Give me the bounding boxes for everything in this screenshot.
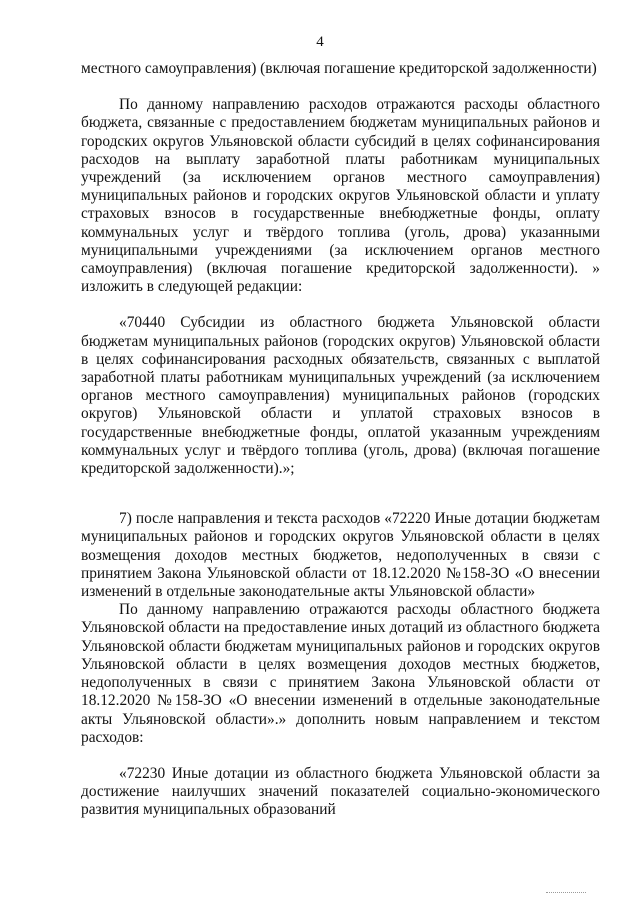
paragraph-continuation: местного самоуправления) (включая погашение кредиторской задолженности) — [81, 60, 597, 77]
paragraph-new-direction-72230: «72230 Иные дотации из областного бюджета Ульяновской области за достижение наилучших значений показателей социально-экономического развития муниципальных образований — [81, 764, 600, 819]
document-body — [81, 60, 600, 820]
paragraph-explanation: По данному направлению расходов отражаются расходы областного бюджета, связанные с предоставлением бюджетам муниципальных районов и городских округов Ульяновской области субсидий в целях софинансирования расходов на выплату заработной платы работникам муниципальных учреждений (за исключением органов местного самоуправления) муниципальных районов и городских округов Ульяновской области и уплату страховых взносов в государственные внебюджетные фонды, оплату коммунальных услуг и твёрдого топлива (уголь, дрова) указанными муниципальными учреждениями (за исключением органов местного самоуправления) (включая погашение кредиторской задолженности). » изложить в следующей редакции: — [81, 96, 600, 296]
paragraph-new-wording-70440: «70440 Субсидии из областного бюджета Ульяновской области бюджетам муниципальных районов (городских округов) Ульяновской области в целях софинансирования расходных обязательств, связанных с выплатой заработной платы работникам муниципальных учреждений (за исключением органов местного самоуправления) муниципальных районов (городских округов) Ульяновской области и уплатой страховых взносов в государственные внебюджетные фонды, оплатой указанным учреждениям коммунальных услуг и твёрдого топлива (уголь, дрова) (включая погашение кредиторской задолженности).»; — [81, 314, 600, 478]
page-number: 4 — [316, 34, 324, 50]
paragraph-item-7: 7) после направления и текста расходов «72220 Иные дотации бюджетам муниципальных районов и городских округов Ульяновской области в целях возмещения доходов местных бюджетов, недополученных в связи с принятием Закона Ульяновской области от 18.12.2020 №158-ЗО «О внесении изменений в отдельные законодательные акты Ульяновской области» — [81, 510, 600, 601]
scan-mark — [546, 892, 586, 895]
paragraph-explanation-72220: По данному направлению отражаются расходы областного бюджета Ульяновской области на предоставление иных дотаций из областного бюджета Ульяновской области бюджетам муниципальных районов и городских округов Ульяновской области в целях возмещения доходов местных бюджетов, недополученных в связи с принятием Закона Ульяновской области от 18.12.2020 №158-ЗО «О внесении изменений в отдельные законодательные акты Ульяновской области».» дополнить новым направлением и текстом расходов: — [81, 601, 600, 746]
